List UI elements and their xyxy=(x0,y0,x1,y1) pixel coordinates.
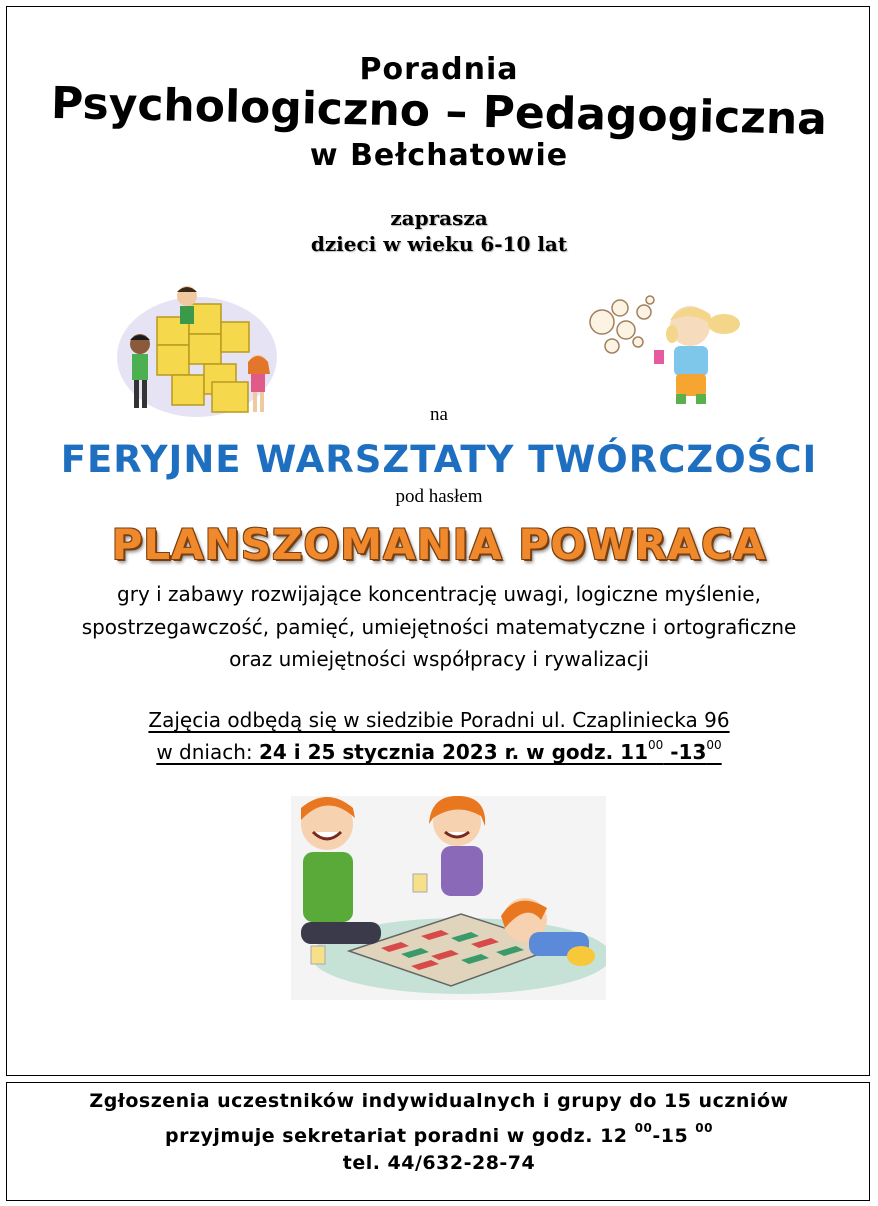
time-start-sup: 00 xyxy=(648,738,664,752)
org-name-line1: Poradnia xyxy=(359,52,519,87)
footer-hours-sup2: 00 xyxy=(695,1121,713,1135)
event-title: FERYJNE WARSZTATY TWÓRCZOŚCI xyxy=(60,438,818,481)
org-name-line3: w Bełchatowie xyxy=(309,138,569,173)
footer-line2 xyxy=(0,1121,878,1147)
details-location: Zajęcia odbędą się w siedzibie Poradni ul. Czapliniecka 96 xyxy=(148,708,730,732)
time-separator: -13 xyxy=(663,740,707,764)
connector-na: na xyxy=(430,404,448,425)
description-line2: spostrzegawczość, pamięć, umiejętności matematyczne i ortograficzne xyxy=(81,615,797,639)
children-with-puzzle-icon xyxy=(112,282,282,422)
footer-hours-prefix: przyjmuje sekretariat poradni w godz. 12 xyxy=(165,1125,635,1147)
description-line1: gry i zabawy rozwijające koncentrację uwagi, logiczne myślenie, xyxy=(117,582,761,606)
dates-bold: 24 i 25 stycznia 2023 r. w godz. 11 xyxy=(258,740,648,764)
footer-hours-mid: -15 xyxy=(652,1125,696,1147)
footer-line1: Zgłoszenia uczestników indywidualnych i grupy do 15 uczniów xyxy=(89,1090,789,1112)
time-end-sup: 00 xyxy=(706,738,722,752)
org-name-line2: Psychologiczno – Pedagogiczna xyxy=(50,77,828,146)
event-slogan: PLANSZOMANIA POWRACA xyxy=(111,520,767,569)
invite-line1: zaprasza xyxy=(390,206,488,230)
description-line3: oraz umiejętności współpracy i rywalizacji xyxy=(229,647,649,671)
footer-hours-sup1: 00 xyxy=(634,1121,653,1135)
details-dates xyxy=(0,738,878,764)
girl-blowing-bubbles-icon xyxy=(586,294,746,414)
children-playing-board-game-icon xyxy=(291,796,606,1000)
footer-phone: tel. 44/632-28-74 xyxy=(342,1152,536,1174)
subtitle-pod-haslem: pod hasłem xyxy=(395,486,483,507)
invite-line2: dzieci w wieku 6-10 lat xyxy=(310,232,568,256)
dates-prefix: w dniach: xyxy=(156,740,259,764)
